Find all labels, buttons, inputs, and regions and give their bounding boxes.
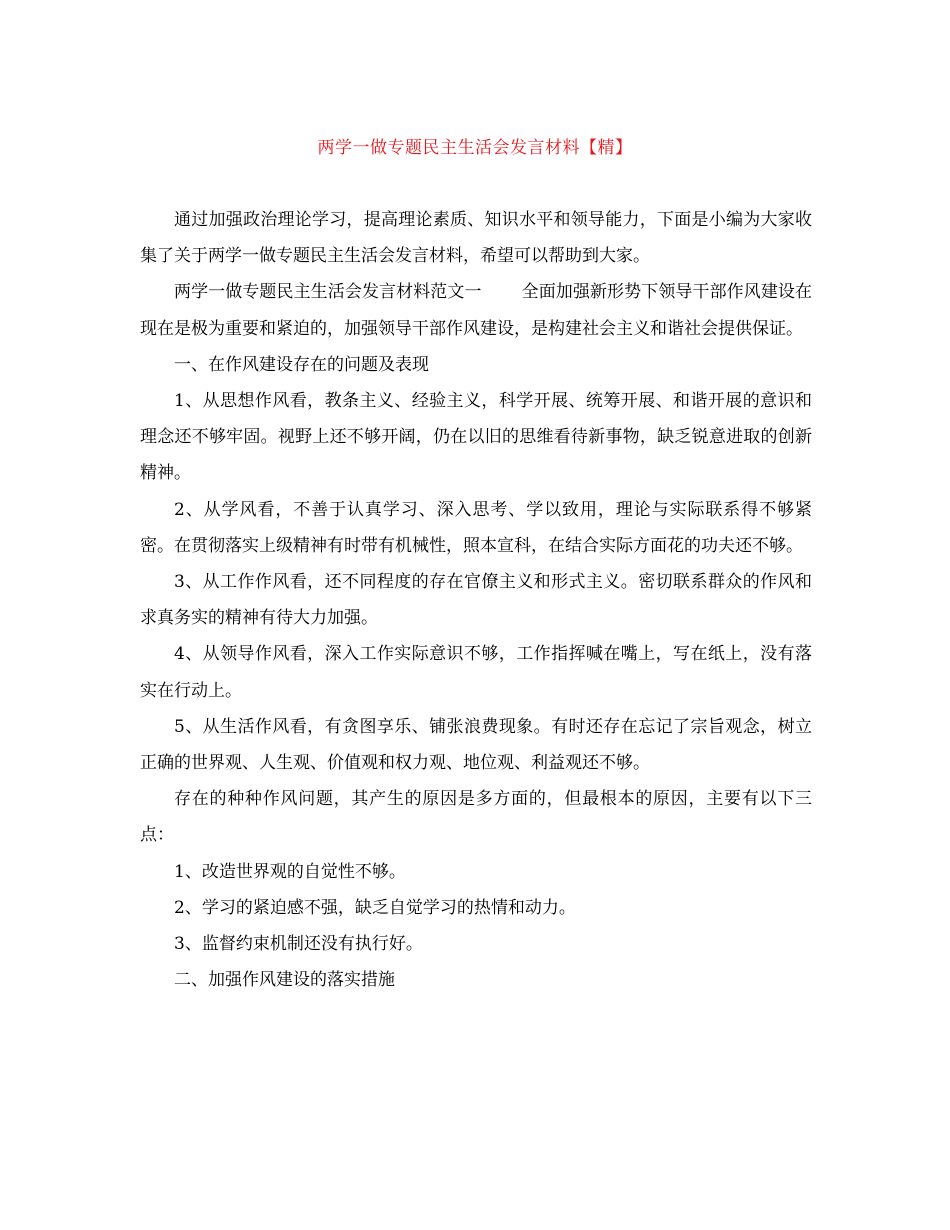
- problem-item-1: 1、从思想作风看，教条主义、经验主义，科学开展、统筹开展、和谐开展的意识和理念还不够牢固。视野上还不够开阔，仍在以旧的思维看待新事物，缺乏锐意进取的创新精神。: [140, 391, 812, 484]
- document-title: 两学一做专题民主生活会发言材料【精】: [317, 138, 633, 158]
- sample-opening: 全面加强新形势下领导干部作风建设在现在是极为重要和紧迫的，加强领导干部作风建设，是构建社会主义和谐社会提供保证。: [140, 282, 813, 339]
- document-body: [140, 202, 812, 998]
- problem-item-5: 5、从生活作风看，有贪图享乐、铺张浪费现象。有时还存在忘记了宗旨观念，树立正确的世界观、人生观、价值观和权力观、地位观、利益观还不够。: [140, 716, 812, 774]
- cause-item-3: 3、监督约束机制还没有执行好。: [174, 934, 423, 955]
- cause-item-1: 1、改造世界观的自觉性不够。: [174, 861, 406, 882]
- cause-item-2: 2、学习的紧迫感不强，缺乏自觉学习的热情和动力。: [174, 897, 576, 918]
- sample-paragraph: [140, 274, 812, 346]
- section-heading-problems: 一、在作风建设存在的问题及表现: [174, 354, 429, 375]
- problem-item-2: 2、从学风看，不善于认真学习、深入思考、学以致用，理论与实际联系得不够紧密。在贯彻落实上级精神有时带有机械性，照本宣科，在结合实际方面花的功夫还不够。: [140, 499, 812, 556]
- problem-item-4: 4、从领导作风看，深入工作实际意识不够，工作指挥喊在嘴上，写在纸上，没有落实在行动上。: [140, 644, 812, 701]
- sample-heading: 两学一做专题民主生活会发言材料范文一: [174, 282, 482, 303]
- section-heading-measures: 二、加强作风建设的落实措施: [174, 970, 395, 991]
- causes-intro-paragraph: 存在的种种作风问题，其产生的原因是多方面的，但最根本的原因，主要有以下三点：: [140, 789, 812, 846]
- intro-paragraph: 通过加强政治理论学习，提高理论素质、知识水平和领导能力，下面是小编为大家收集了关于两学一做专题民主生活会发言材料，希望可以帮助到大家。: [140, 210, 812, 267]
- problem-item-3: 3、从工作作风看，还不同程度的存在官僚主义和形式主义。密切联系群众的作风和求真务实的精神有待大力加强。: [140, 572, 812, 629]
